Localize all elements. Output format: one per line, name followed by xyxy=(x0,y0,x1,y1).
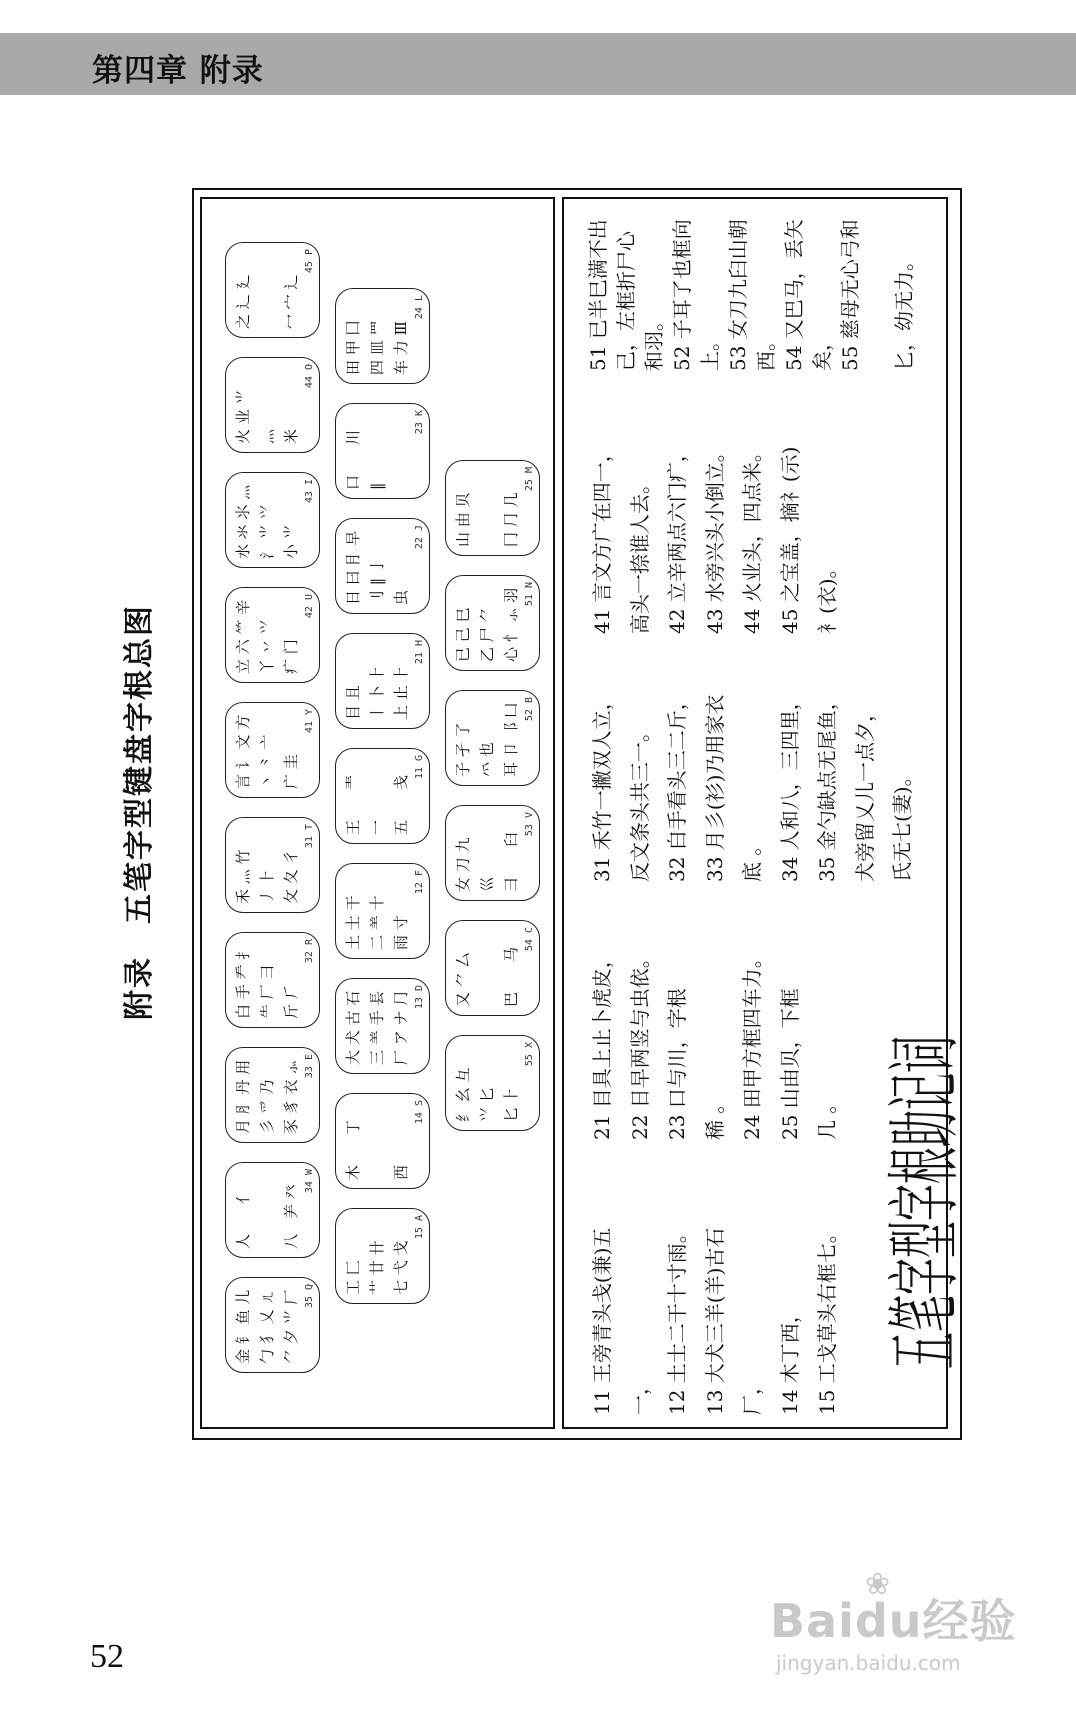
key-radicals: 土 士 干 xyxy=(344,895,362,950)
chapter-title: 第四章 附录 xyxy=(92,53,264,89)
key-radicals: 雨 寸 xyxy=(392,915,410,950)
mnemonic-line: 反文条头共三一。 xyxy=(627,722,652,882)
mnemonic-line: 35 金勺缺点无尾鱼， xyxy=(815,690,839,882)
key-radicals: 小 ⺌ xyxy=(282,524,300,559)
mnemonic-line: 氏无七(妻)。 xyxy=(890,766,914,882)
key-radicals: 冂 ⺆ 几 xyxy=(502,492,520,547)
key-radicals: 彡 爫 乃 xyxy=(258,1079,276,1134)
mnemonic-line: 13 大犬三羊(羊)古石 xyxy=(702,1227,727,1415)
key-radicals: 车 力 Ⅲ xyxy=(392,320,410,375)
key-radicals: ⺤ 也 xyxy=(478,742,496,777)
key-radicals: 八 ⺶ 癶 xyxy=(282,1184,300,1249)
figure-frame xyxy=(122,188,968,1440)
mnemonic-line: 衤(衣)。 xyxy=(815,558,839,634)
mnemonic-line: 和羽。 xyxy=(642,311,666,371)
key-u xyxy=(225,587,320,683)
key-radicals: 灬 xyxy=(258,428,276,444)
key-radicals: 禾 ⺣ 竹 xyxy=(234,849,252,904)
mnemonic-line: 42 立辛两点六门疒， xyxy=(665,442,689,634)
key-radicals: 匕 ⺊ xyxy=(502,1087,520,1122)
mnemonic-column xyxy=(584,948,847,1140)
key-radicals: 人 亻 xyxy=(234,1188,252,1249)
key-radicals: 立 六 ⺮ 辛 xyxy=(234,599,252,674)
key-radicals: 豕 豸 衣 ⺗ xyxy=(282,1059,300,1134)
key-radicals: 工 匚 xyxy=(344,1260,362,1295)
key-x xyxy=(445,1035,540,1131)
key-radicals: 水 氺 ⺢ ⺣ xyxy=(234,484,252,559)
mnemonic-line: 44 火业头，四点米。 xyxy=(740,442,764,634)
key-radicals: 女 刀 九 xyxy=(454,837,472,892)
key-radicals: ⺈ 夕 ⺌ 厂 xyxy=(282,1289,300,1364)
key-radicals: 月 ⺼ 丹 用 xyxy=(234,1059,252,1134)
key-e xyxy=(225,1047,320,1143)
key-radicals: 三 ⺷ 手 镸 xyxy=(368,990,386,1065)
key-radicals: 之 辶 廴 xyxy=(234,274,252,329)
mnemonic-line: 15 工戈草头右框七。 xyxy=(815,1223,839,1415)
key-radicals: 七 弋 戈 xyxy=(392,1240,410,1295)
key-radicals: 勹 ⺨ 乂 ㄦ xyxy=(258,1289,276,1364)
mnemonic-line: 32 白手看头三二斤， xyxy=(665,690,689,882)
key-radicals: 耳 卩 ⻏ 凵 xyxy=(502,702,520,777)
key-radicals: ‖ xyxy=(368,482,386,490)
key-q xyxy=(225,1277,320,1373)
key-radicals: 目 且 xyxy=(344,685,362,720)
key-o xyxy=(225,357,320,453)
mnemonic-line: 几 。 xyxy=(815,1093,839,1140)
key-j xyxy=(335,518,430,614)
mnemonic-column xyxy=(584,442,847,634)
key-radicals: 丿 ⺊ xyxy=(258,869,276,904)
mnemonic-line: 厂， xyxy=(740,1375,764,1415)
mnemonic-line: 12 土士二干十寸雨。 xyxy=(665,1223,689,1415)
mnemonic-title: 五笔字型字根助记词 xyxy=(882,1036,968,1369)
chapter-header-band xyxy=(0,33,1076,95)
key-v xyxy=(445,805,540,901)
key-radicals: 巛 xyxy=(478,876,496,892)
mnemonic-line: 45 之宝盖，摘礻(示) xyxy=(777,446,802,634)
mnemonic-line: 34 人和八，三四里， xyxy=(777,690,802,882)
key-code-label: 25 M xyxy=(524,467,535,492)
key-code-label: 24 L xyxy=(414,295,425,320)
key-radicals: 纟 幺 彑 xyxy=(454,1067,472,1122)
key-t xyxy=(225,817,320,913)
key-radicals: 斤 ⺁ xyxy=(282,984,300,1019)
key-radicals: 西 xyxy=(392,1164,410,1180)
key-code-label: 32 R xyxy=(304,939,315,964)
key-radicals: 彐 臼 xyxy=(502,831,520,892)
key-l xyxy=(335,288,430,384)
key-code-label: 23 K xyxy=(414,410,425,435)
key-radicals: 火 业 ⺌ xyxy=(234,389,252,444)
mnemonic-line: 31 禾竹一撇双人立， xyxy=(590,690,614,882)
mnemonic-line: 匕，幼无力。 xyxy=(892,251,916,371)
key-radicals: 大 犬 古 石 xyxy=(344,990,362,1065)
key-h xyxy=(335,633,430,729)
key-radicals: 已 己 巳 xyxy=(454,607,472,662)
key-code-label: 41 Y xyxy=(304,709,315,734)
mnemonic-line: 高头一捺谁人去。 xyxy=(627,474,652,634)
key-b xyxy=(445,690,540,786)
mnemonic-column xyxy=(584,1223,847,1415)
key-radicals: 王 龶 xyxy=(344,774,362,835)
key-radicals: 子 孑 了 xyxy=(454,722,472,777)
mnemonic-line: 54 又巴马，丢矢 xyxy=(782,219,806,371)
key-k xyxy=(335,403,430,499)
key-m xyxy=(445,460,540,556)
key-radicals: 金 钅 鱼 儿 xyxy=(234,1289,252,1364)
key-radicals: 四 皿 罒 xyxy=(368,320,386,375)
key-code-label: 22 J xyxy=(414,525,425,550)
key-radicals: 巴 马 xyxy=(502,946,520,1007)
key-r xyxy=(225,932,320,1028)
key-code-label: 15 A xyxy=(414,1215,425,1240)
key-n xyxy=(445,575,540,671)
mnemonic-box xyxy=(562,197,968,1429)
key-code-label: 42 U xyxy=(304,594,315,619)
key-radicals: 上 止 ⺊ xyxy=(392,665,410,720)
key-radicals: 氵 ⺌ ⺍ xyxy=(258,504,276,559)
key-radicals: 攵 夂 彳 xyxy=(282,849,300,904)
key-radicals: 刂 ‖ 亅 xyxy=(368,557,386,605)
key-radicals: 虫 xyxy=(392,589,410,605)
key-code-label: 52 B xyxy=(524,697,535,722)
key-radicals: 广 圭 xyxy=(282,754,300,789)
watermark-brand: Baidu经验 xyxy=(770,1594,1017,1648)
mnemonic-line: 一， xyxy=(627,1375,652,1415)
mnemonic-column xyxy=(584,219,918,371)
key-d xyxy=(335,978,430,1074)
key-radicals: ⺍ 匕 xyxy=(478,1087,496,1122)
key-radicals: 丨 卜 ⺊ xyxy=(368,665,386,720)
key-code-label: 44 O xyxy=(304,364,315,389)
mnemonic-line: 51 已半巳满不出 xyxy=(586,219,610,371)
key-radicals: 木 丁 xyxy=(344,1119,362,1180)
key-radicals: 言 讠 文 方 xyxy=(234,714,252,789)
key-radicals: 五 戋 xyxy=(392,774,410,835)
rotated-figure xyxy=(122,188,968,1440)
key-radicals: 乙 尸 ⺈ xyxy=(478,607,496,662)
mnemonic-line: 犬旁留乂儿一点夕， xyxy=(852,702,877,882)
key-a xyxy=(335,1208,430,1304)
mnemonic-line: 22 日早两竖与虫依。 xyxy=(627,948,652,1140)
mnemonic-line: 52 子耳了也框向 xyxy=(670,219,694,371)
key-code-label: 21 H xyxy=(414,640,425,665)
key-i xyxy=(225,472,320,568)
mnemonic-line: 底 。 xyxy=(740,835,764,882)
key-radicals: 艹 廿 卄 xyxy=(368,1240,386,1295)
key-code-label: 53 V xyxy=(524,812,535,837)
mnemonic-line: 55 慈母无心弓和 xyxy=(838,219,862,371)
mnemonic-line: 11 王旁青头戋(兼)五 xyxy=(590,1227,614,1415)
key-w xyxy=(225,1162,320,1258)
key-code-label: 13 D xyxy=(414,985,425,1010)
mnemonic-column xyxy=(584,690,922,882)
mnemonic-line: 己，左框折尸心 xyxy=(614,231,638,371)
key-radicals: 疒 门 xyxy=(282,639,300,674)
key-radicals: 一 xyxy=(368,819,386,835)
key-radicals: 口 川 xyxy=(344,429,362,490)
key-y xyxy=(225,702,320,798)
key-p xyxy=(225,242,320,338)
mnemonic-line: 43 水旁兴头小倒立。 xyxy=(702,442,727,634)
mnemonic-line: 53 女刀九臼山朝 xyxy=(726,219,750,371)
mnemonic-line: 25 山由贝，下框 xyxy=(777,988,802,1140)
key-radicals: 心 忄 ⺗ 羽 xyxy=(502,587,520,662)
mnemonic-line: 稀 。 xyxy=(702,1093,727,1140)
key-radicals: ⺧ 厂 ⺕ xyxy=(258,964,276,1019)
mnemonic-line: 上。 xyxy=(698,331,722,371)
mnemonic-line: 矣， xyxy=(810,331,834,371)
watermark-url: jingyan.baidu.com xyxy=(776,1651,961,1675)
key-code-label: 14 S xyxy=(414,1100,425,1125)
mnemonic-line: 西。 xyxy=(754,331,778,371)
key-radicals: 冖 宀 ⻌ xyxy=(282,274,300,329)
watermark xyxy=(770,1567,1017,1675)
key-radicals: 丶 ⺀ 亠 xyxy=(258,734,276,789)
key-radicals: 二 ⺷ 十 xyxy=(368,895,386,950)
key-code-label: 12 F xyxy=(414,870,425,895)
key-g xyxy=(335,748,430,844)
page-number: 52 xyxy=(90,1638,124,1675)
mnemonic-line: 23 口与川，字根 xyxy=(665,988,689,1140)
key-code-label: 45 P xyxy=(304,249,315,274)
key-radicals: 山 由 贝 xyxy=(454,492,472,547)
key-code-label: 34 W xyxy=(304,1169,315,1194)
key-radicals: 丫 丷 ⺍ xyxy=(258,619,276,674)
paw-icon: ❀ xyxy=(865,1567,891,1602)
mnemonic-line: 41 言文方广在四一， xyxy=(590,442,614,634)
key-c xyxy=(445,920,540,1016)
key-s xyxy=(335,1093,430,1189)
key-radicals: 米 xyxy=(282,428,300,444)
key-code-label: 31 T xyxy=(304,824,315,849)
mnemonic-line: 14 木丁西， xyxy=(777,1303,802,1415)
page-title: 附录 五笔字型键盘字根总图 xyxy=(122,604,157,1020)
key-code-label: 43 I xyxy=(304,479,315,504)
key-radicals: 田 甲 囗 xyxy=(344,320,362,375)
key-code-label: 55 X xyxy=(524,1042,535,1067)
key-f xyxy=(335,863,430,959)
key-code-label: 54 C xyxy=(524,927,535,952)
mnemonic-line: 21 目具上止卜虎皮， xyxy=(590,948,614,1140)
key-radicals: 日 曰 ⺝ 早 xyxy=(344,530,362,605)
keyboard-radical-map xyxy=(200,197,555,1429)
mnemonic-line: 24 田甲方框四车力。 xyxy=(740,948,764,1140)
key-code-label: 51 N xyxy=(524,582,535,607)
key-code-label: 35 Q xyxy=(304,1284,315,1309)
mnemonic-line: 33 月彡(衫)乃用家衣 xyxy=(702,694,727,882)
key-code-label: 33 E xyxy=(304,1054,315,1079)
key-radicals: 又 ⺈ 厶 xyxy=(454,952,472,1007)
key-radicals: 厂 ア ナ ⺆ xyxy=(392,990,410,1065)
key-radicals: 白 手 龵 扌 xyxy=(234,944,252,1019)
key-code-label: 11 G xyxy=(414,755,425,780)
